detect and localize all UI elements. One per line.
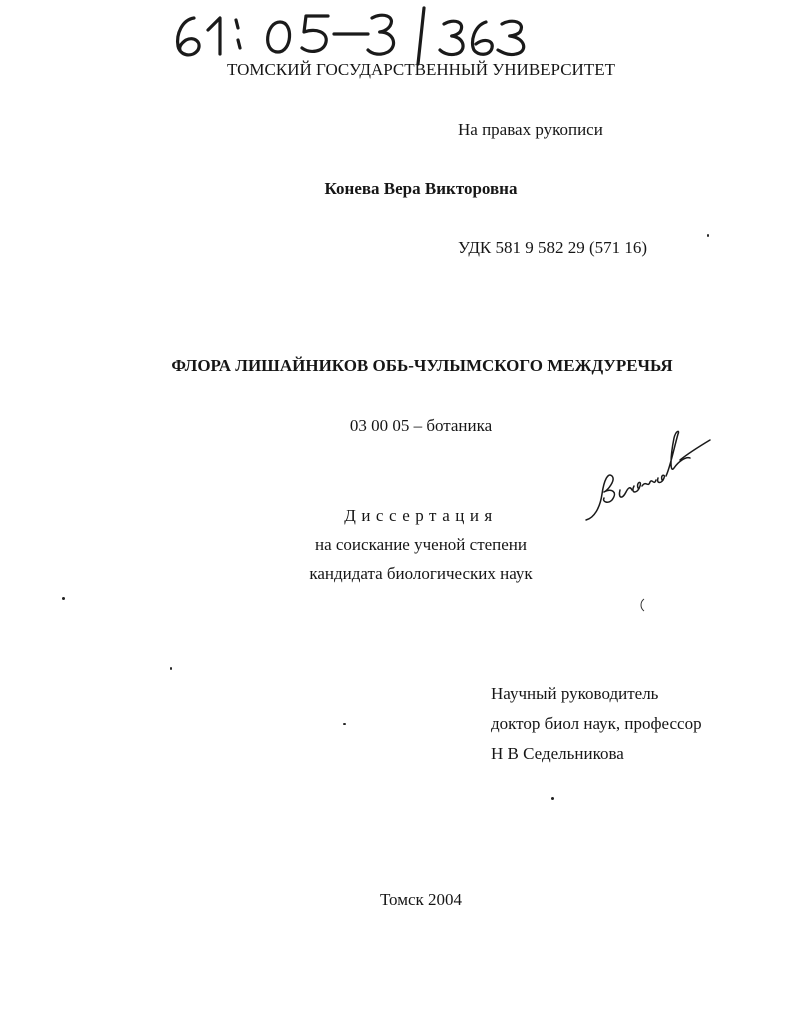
advisor-credentials: доктор биол наук, профессор: [491, 714, 702, 733]
scan-speck: [62, 597, 65, 600]
advisor-name: Н В Седельникова: [491, 744, 624, 763]
scan-mark: [638, 598, 646, 612]
city-year: Томск 2004: [379, 890, 463, 909]
work-type: Диссертация: [344, 506, 498, 525]
scan-speck: [170, 667, 172, 670]
specialty-code: 03 00 05 – ботаника: [349, 416, 493, 435]
scan-speck: [551, 797, 554, 800]
university-name: ТОМСКИЙ ГОСУДАРСТВЕННЫЙ УНИВЕРСИТЕТ: [227, 60, 615, 79]
dissertation-title: ФЛОРА ЛИШАЙНИКОВ ОБЬ-ЧУЛЫМСКОГО МЕЖДУРЕЧЬЯ: [171, 356, 673, 375]
manuscript-rights-note: На правах рукописи: [458, 120, 603, 139]
degree-line-2: кандидата биологических наук: [309, 564, 533, 583]
author-signature: [578, 428, 718, 528]
author-name: Конева Вера Викторовна: [324, 179, 518, 198]
handwritten-archive-number: [168, 4, 540, 66]
degree-line-1: на соискание ученой степени: [314, 535, 528, 554]
scan-speck: [343, 723, 346, 725]
scan-speck: [707, 234, 709, 237]
udc-code: УДК 581 9 582 29 (571 16): [458, 238, 648, 257]
advisor-label: Научный руководитель: [491, 684, 659, 703]
